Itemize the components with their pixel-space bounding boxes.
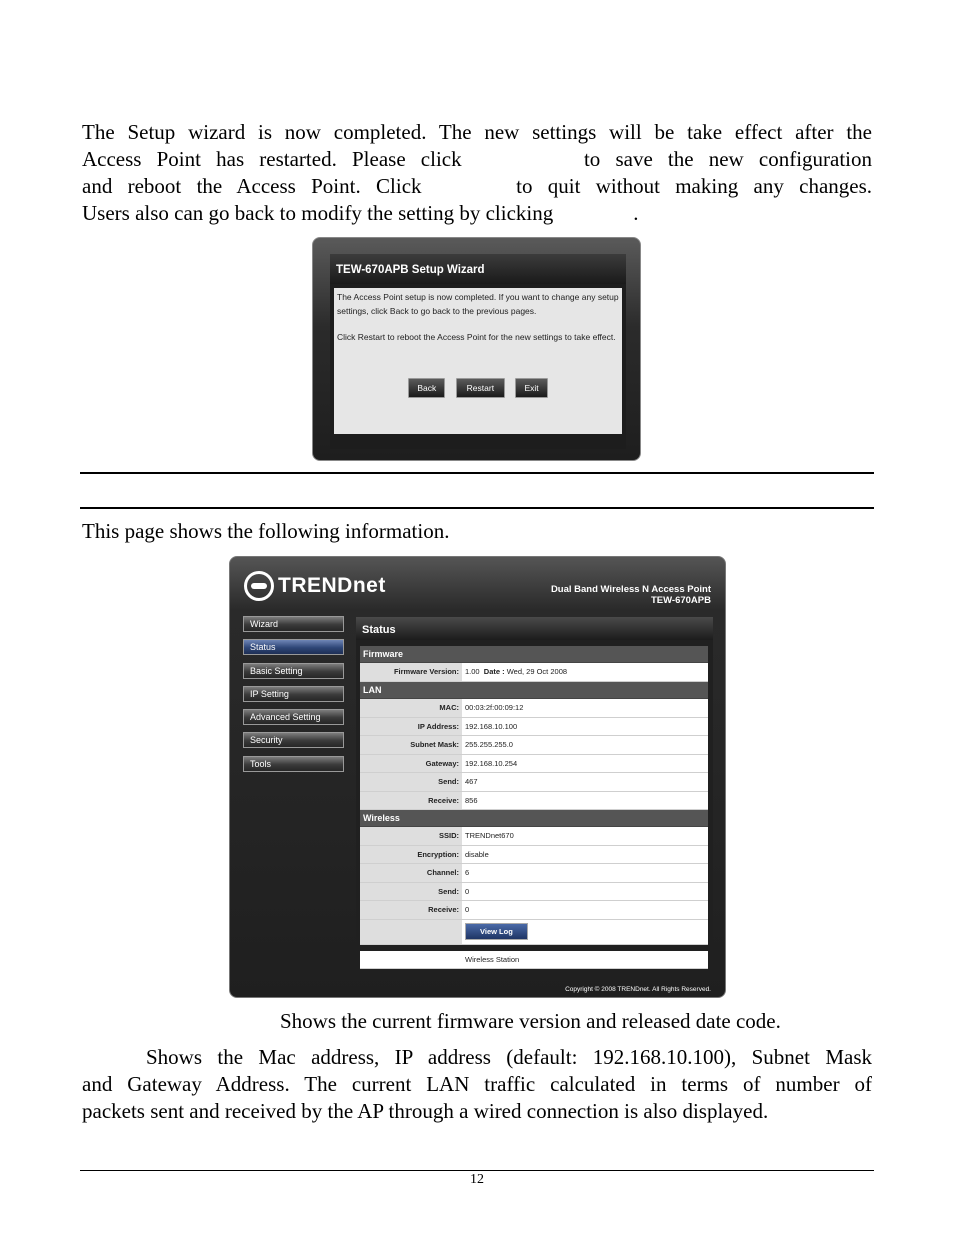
trendnet-logo <box>244 569 386 603</box>
brand-name: TRENDnet <box>278 574 386 597</box>
nav-item-status[interactable]: Status <box>243 639 344 655</box>
nav-item-security[interactable]: Security <box>243 732 344 748</box>
exit-button[interactable]: Exit <box>515 378 547 398</box>
intro-paragraph <box>82 119 872 227</box>
intro-line-3 <box>82 173 872 200</box>
row-label: Send: <box>360 883 462 901</box>
table-row <box>360 699 708 718</box>
row-value: 255.255.255.0 <box>465 740 513 750</box>
table-row <box>360 736 708 755</box>
copyright: Copyright © 2008 TRENDnet. All Rights Reserved. <box>565 986 711 993</box>
firmware-desc-line <box>82 1008 872 1035</box>
intro-line-4a: Users also can go back to modify the setting by clicking <box>82 201 554 225</box>
row-label: Receive: <box>360 792 462 810</box>
row-label: Send: <box>360 773 462 791</box>
footer-divider <box>80 1170 874 1171</box>
row-label <box>360 920 462 944</box>
panel-title: Status <box>356 617 713 640</box>
intro-line-4b: . <box>633 201 639 225</box>
lan-desc-line-2: and Gateway Address. The current LAN traffic calculated in terms of number of <box>82 1072 872 1096</box>
row-label: MAC: <box>360 699 462 717</box>
row-label: SSID: <box>360 827 462 845</box>
row-value: 00:03:2f:00:09:12 <box>465 703 524 713</box>
wizard-screenshot <box>312 237 641 461</box>
table-row <box>360 883 708 902</box>
status-table <box>360 646 708 969</box>
intro-line-1: The Setup wizard is now completed. The new settings will be take effect after the <box>82 120 872 144</box>
nav-item-advanced-setting[interactable]: Advanced Setting <box>243 709 344 725</box>
divider-bottom <box>80 507 874 509</box>
table-row <box>360 827 708 846</box>
table-row <box>360 920 708 945</box>
intro-line-3b: to quit without making any changes. <box>516 174 873 198</box>
product-name <box>551 584 711 606</box>
wizard-text-2: Click Restart to reboot the Access Point for the new settings to take effect. <box>337 332 616 342</box>
firmware-date: Wed, 29 Oct 2008 <box>506 667 568 677</box>
firmware-desc: Shows the current firmware version and released date code. <box>280 1009 781 1033</box>
lan-desc-para <box>82 1044 872 1125</box>
nav-item-wizard[interactable]: Wizard <box>243 616 344 632</box>
row-value: 0 <box>465 905 470 915</box>
firmware-version: 1.00 <box>465 667 480 677</box>
row-value: 467 <box>465 777 478 787</box>
row-label: Gateway: <box>360 755 462 773</box>
table-row <box>360 901 708 920</box>
page-number: 12 <box>470 1172 484 1187</box>
firmware-desc-para <box>82 1008 872 1035</box>
row-label: IP Address: <box>360 718 462 736</box>
wizard-buttons <box>334 378 622 398</box>
intro-line-4 <box>82 200 872 227</box>
intro-line-3a: and reboot the Access Point. Click <box>82 174 422 198</box>
row-label: Firmware Version: <box>360 663 462 681</box>
row-label: Receive: <box>360 901 462 919</box>
status-screenshot <box>229 556 726 998</box>
nav-item-tools[interactable]: Tools <box>243 756 344 772</box>
row-label: Subnet Mask: <box>360 736 462 754</box>
date-label: Date : <box>483 667 505 677</box>
nav-item-ip-setting[interactable]: IP Setting <box>243 686 344 702</box>
table-row <box>360 718 708 737</box>
status-panel <box>356 617 713 974</box>
wizard-window <box>330 254 626 449</box>
row-value: 192.168.10.254 <box>465 758 518 768</box>
divider-top <box>80 472 874 474</box>
intro-line-2 <box>82 146 872 173</box>
row-value: disable <box>465 849 489 859</box>
wizard-text-1: The Access Point setup is now completed. If you want to change any setup settings, click Back to go back to the previous pages. <box>337 292 619 316</box>
row-value <box>462 663 708 681</box>
intro-line-2a: Access Point has restarted. Please click <box>82 147 462 171</box>
product-line-2: TEW-670APB <box>651 595 711 606</box>
row-value: 192.168.10.100 <box>465 721 518 731</box>
nav-item-basic-setting[interactable]: Basic Setting <box>243 663 344 679</box>
wizard-body <box>334 288 622 434</box>
table-row <box>360 773 708 792</box>
row-label <box>360 951 462 969</box>
lan-desc-line-1 <box>82 1044 872 1071</box>
intro-line-2b: to save the new configuration <box>583 147 873 171</box>
status-intro: This page shows the following information. <box>82 519 450 543</box>
table-row <box>360 755 708 774</box>
sidebar-nav <box>243 616 344 779</box>
table-row <box>360 792 708 811</box>
row-value <box>462 920 708 944</box>
restart-button[interactable]: Restart <box>456 378 505 398</box>
back-button[interactable]: Back <box>408 378 445 398</box>
section-lan: LAN <box>360 682 708 699</box>
wireless-station-link[interactable]: Wireless Station <box>465 954 520 964</box>
row-value: 856 <box>465 795 478 805</box>
wizard-title: TEW-670APB Setup Wizard <box>330 254 626 284</box>
row-value: TRENDnet670 <box>465 831 514 841</box>
row-label: Encryption: <box>360 846 462 864</box>
lan-desc-line-3: packets sent and received by the AP through a wired connection is also displayed. <box>82 1099 769 1123</box>
trendnet-logo-icon <box>244 571 274 601</box>
row-label: Channel: <box>360 864 462 882</box>
row-value: 6 <box>465 868 470 878</box>
lan-desc-text-1: Shows the Mac address, IP address (default: 192.168.10.100), Subnet Mask <box>146 1045 872 1069</box>
section-wireless: Wireless <box>360 810 708 827</box>
table-row <box>360 864 708 883</box>
table-row <box>360 951 708 970</box>
row-value: 0 <box>465 886 470 896</box>
section-firmware: Firmware <box>360 646 708 663</box>
view-log-button[interactable]: View Log <box>465 923 528 940</box>
table-row <box>360 846 708 865</box>
table-row <box>360 663 708 682</box>
product-line-1: Dual Band Wireless N Access Point <box>550 584 711 595</box>
